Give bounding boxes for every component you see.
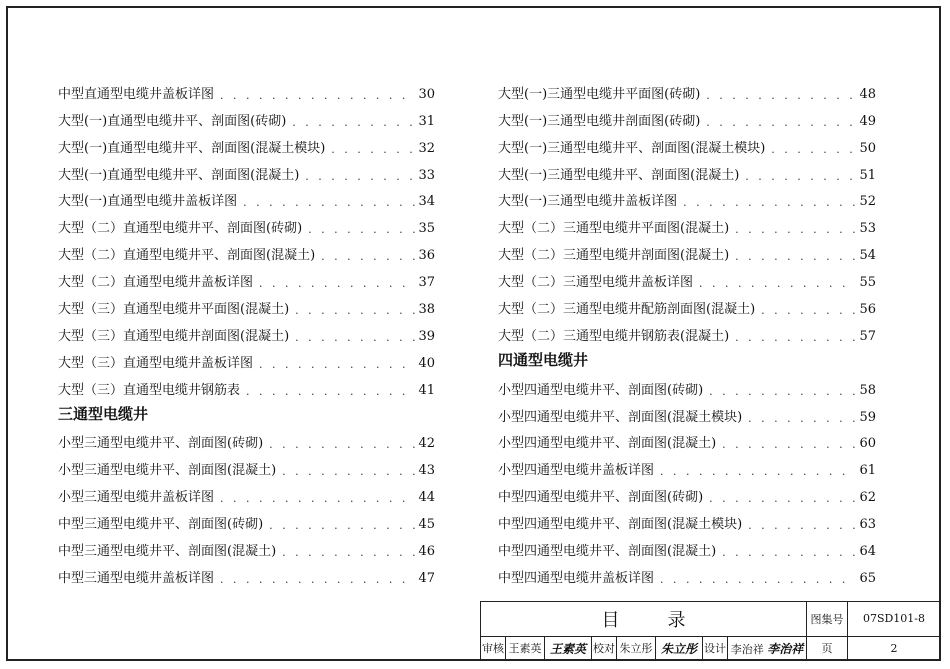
toc-entry [498, 235, 876, 262]
toc-entry [58, 208, 435, 235]
toc-entry-page: 44 [418, 490, 435, 506]
toc-entry-title: 中型三通型电缆井平、剖面图(砖砌) [58, 517, 264, 533]
toc-leader-dots [735, 251, 856, 262]
toc-entry-page: 61 [859, 463, 876, 479]
toc-entry-title: 大型(一)直通型电缆井平、剖面图(混凝土模块) [58, 140, 326, 156]
toc-entry [498, 289, 876, 316]
toc-leader-dots [220, 493, 415, 504]
toc-entry [58, 101, 435, 128]
toc-entry-title: 中型四通型电缆井盖板详图 [498, 570, 655, 586]
toc-leader-dots [748, 520, 856, 531]
toc-leader-dots [282, 466, 415, 477]
designer-name: 李治祥 [730, 642, 764, 656]
toc-entry-title: 中型三通型电缆井平、剖面图(混凝土) [58, 544, 277, 560]
toc-entry-title: 大型（二）直通型电缆井平、剖面图(混凝土) [58, 248, 316, 264]
toc-entry [58, 531, 435, 558]
toc-entry [58, 316, 435, 343]
toc-leader-dots [295, 332, 415, 343]
toc-entry [498, 424, 876, 451]
toc-entry-title: 大型(一)三通型电缆井平、剖面图(混凝土) [498, 167, 740, 183]
reviewer-name: 王素英 [506, 636, 545, 660]
toc-list-left-2 [58, 424, 435, 585]
toc-entry [498, 101, 876, 128]
toc-entry [58, 450, 435, 477]
toc-entry-page: 40 [418, 355, 435, 371]
toc-entry-page: 41 [418, 382, 435, 398]
toc-entry-title: 大型（三）直通型电缆井钢筋表 [58, 382, 241, 398]
toc-leader-dots [243, 197, 415, 208]
toc-leader-dots [246, 386, 415, 397]
toc-entry [498, 208, 876, 235]
toc-entry [498, 477, 876, 504]
toc-entry [58, 289, 435, 316]
toc-entry [58, 424, 435, 451]
toc-leader-dots [259, 278, 415, 289]
toc-entry-page: 62 [859, 490, 876, 506]
toc-leader-dots [706, 117, 856, 128]
toc-leader-dots [220, 90, 415, 101]
toc-list-right [498, 74, 876, 343]
toc-entry-title: 大型（三）直通型电缆井剖面图(混凝土) [58, 328, 290, 344]
toc-entry-title: 大型（二）三通型电缆井盖板详图 [498, 275, 694, 291]
toc-entry-title: 大型(一)直通型电缆井盖板详图 [58, 194, 238, 210]
checker-name: 朱立彤 [617, 636, 656, 660]
title-block [480, 601, 941, 661]
toc-entry-page: 48 [859, 86, 876, 102]
toc-entry [58, 558, 435, 585]
toc-leader-dots [295, 305, 415, 316]
toc-entry-page: 50 [859, 140, 876, 156]
toc-entry-page: 60 [859, 436, 876, 452]
toc-entry-title: 小型三通型电缆井平、剖面图(砖砌) [58, 436, 264, 452]
title-block-title: 目录 [481, 602, 807, 637]
toc-entry-title: 中型四通型电缆井平、剖面图(砖砌) [498, 490, 704, 506]
toc-entry [498, 531, 876, 558]
toc-entry-page: 30 [418, 86, 435, 102]
toc-leader-dots [331, 144, 415, 155]
designer-name-and-signature [728, 636, 807, 660]
toc-entry-page: 57 [859, 328, 876, 344]
toc-entry-page: 63 [859, 517, 876, 533]
page-label: 页 [807, 636, 848, 660]
toc-entry-title: 大型(一)直通型电缆井平、剖面图(砖砌) [58, 113, 287, 129]
toc-entry-page: 34 [418, 194, 435, 210]
toc-entry-page: 51 [859, 167, 876, 183]
toc-leader-dots [220, 574, 415, 585]
toc-entry-page: 35 [418, 221, 435, 237]
atlas-label: 图集号 [807, 602, 848, 637]
toc-leader-dots [748, 413, 856, 424]
toc-entry-page: 47 [418, 570, 435, 586]
toc-leader-dots [683, 197, 856, 208]
toc-entry-title: 大型(一)三通型电缆井平、剖面图(混凝土模块) [498, 140, 766, 156]
toc-entry-title: 大型(一)三通型电缆井平面图(砖砌) [498, 86, 701, 102]
toc-entry-title: 中型四通型电缆井平、剖面图(混凝土) [498, 544, 717, 560]
toc-entry-page: 39 [418, 328, 435, 344]
toc-leader-dots [321, 251, 415, 262]
toc-entry-page: 52 [859, 194, 876, 210]
toc-entry-page: 54 [859, 248, 876, 264]
toc-entry-title: 大型（二）三通型电缆井钢筋表(混凝土) [498, 328, 730, 344]
toc-entry-title: 大型（二）三通型电缆井配筋剖面图(混凝土) [498, 302, 756, 318]
toc-leader-dots [660, 466, 856, 477]
toc-leader-dots [706, 90, 856, 101]
toc-leader-dots [699, 278, 856, 289]
toc-entry-page: 45 [418, 517, 435, 533]
toc-entry [58, 235, 435, 262]
toc-entry-page: 32 [418, 140, 435, 156]
toc-entry-title: 大型（二）直通型电缆井盖板详图 [58, 275, 254, 291]
toc-entry [498, 182, 876, 209]
toc-entry-page: 37 [418, 275, 435, 291]
toc-entry-page: 65 [859, 570, 876, 586]
toc-entry [498, 316, 876, 343]
toc-leader-dots [308, 224, 415, 235]
toc-entry [498, 504, 876, 531]
toc-entry-title: 小型四通型电缆井平、剖面图(砖砌) [498, 382, 704, 398]
toc-entry [58, 74, 435, 101]
toc-list-right-2 [498, 370, 876, 585]
toc-entry-page: 46 [418, 544, 435, 560]
toc-entry [58, 128, 435, 155]
toc-entry-page: 31 [418, 113, 435, 129]
toc-leader-dots [269, 520, 415, 531]
toc-entry-page: 53 [859, 221, 876, 237]
toc-entry-title: 小型三通型电缆井盖板详图 [58, 490, 215, 506]
toc-entry-page: 64 [859, 544, 876, 560]
toc-entry-page: 56 [859, 302, 876, 318]
toc-entry [498, 370, 876, 397]
reviewer-signature: 王素英 [545, 636, 592, 660]
toc-entry [58, 155, 435, 182]
toc-entry [498, 558, 876, 585]
toc-entry-title: 大型(一)三通型电缆井剖面图(砖砌) [498, 113, 701, 129]
toc-leader-dots [735, 332, 856, 343]
toc-entry-title: 小型四通型电缆井平、剖面图(混凝土模块) [498, 409, 743, 425]
toc-entry-title: 大型(一)三通型电缆井盖板详图 [498, 194, 678, 210]
toc-entry-title: 中型三通型电缆井盖板详图 [58, 570, 215, 586]
toc-leader-dots [735, 224, 856, 235]
toc-entry-title: 大型（二）三通型电缆井剖面图(混凝土) [498, 248, 730, 264]
toc-left-column [58, 74, 435, 585]
toc-entry-title: 大型（三）直通型电缆井盖板详图 [58, 355, 254, 371]
toc-leader-dots [722, 547, 856, 558]
toc-entry [58, 182, 435, 209]
toc-entry-page: 49 [859, 113, 876, 129]
review-label: 审核 [481, 636, 506, 660]
toc-leader-dots [771, 144, 856, 155]
atlas-number: 07SD101-8 [848, 602, 941, 637]
toc-entry [498, 74, 876, 101]
toc-entry-title: 小型三通型电缆井平、剖面图(混凝土) [58, 463, 277, 479]
toc-entry [498, 397, 876, 424]
toc-leader-dots [259, 359, 415, 370]
toc-entry-title: 中型四通型电缆井平、剖面图(混凝土模块) [498, 517, 743, 533]
toc-leader-dots [745, 171, 856, 182]
page-number: 2 [848, 636, 941, 660]
check-label: 校对 [592, 636, 617, 660]
toc-leader-dots [660, 574, 856, 585]
toc-entry-title: 中型直通型电缆井盖板详图 [58, 86, 215, 102]
toc-entry [498, 262, 876, 289]
toc-entry-title: 大型（三）直通型电缆井平面图(混凝土) [58, 302, 290, 318]
toc-entry [498, 450, 876, 477]
toc-leader-dots [722, 439, 856, 450]
toc-entry [58, 504, 435, 531]
toc-entry-title: 大型（二）三通型电缆井平面图(混凝土) [498, 221, 730, 237]
toc-entry [498, 155, 876, 182]
toc-entry-page: 58 [859, 382, 876, 398]
toc-entry-page: 38 [418, 302, 435, 318]
toc-entry [58, 477, 435, 504]
toc-entry [58, 262, 435, 289]
toc-entry-page: 43 [418, 463, 435, 479]
toc-entry-page: 36 [418, 248, 435, 264]
checker-signature: 朱立彤 [656, 636, 703, 660]
design-label: 设计 [703, 636, 728, 660]
toc-leader-dots [269, 439, 415, 450]
toc-entry-page: 33 [418, 167, 435, 183]
toc-list-left [58, 74, 435, 397]
toc-leader-dots [282, 547, 415, 558]
toc-entry-page: 55 [859, 275, 876, 291]
toc-entry [58, 343, 435, 370]
section-heading-four-way: 四通型电缆井 [498, 350, 589, 369]
toc-entry [498, 128, 876, 155]
toc-entry-title: 小型四通型电缆井盖板详图 [498, 463, 655, 479]
toc-right-column [498, 74, 876, 585]
toc-entry-title: 大型(一)直通型电缆井平、剖面图(混凝土) [58, 167, 300, 183]
toc-leader-dots [709, 386, 856, 397]
toc-entry [58, 370, 435, 397]
designer-signature: 李治祥 [767, 641, 804, 656]
toc-leader-dots [761, 305, 856, 316]
toc-entry-page: 42 [418, 436, 435, 452]
toc-entry-title: 小型四通型电缆井平、剖面图(混凝土) [498, 436, 717, 452]
toc-entry-page: 59 [859, 409, 876, 425]
section-heading-three-way: 三通型电缆井 [58, 404, 149, 423]
toc-leader-dots [292, 117, 415, 128]
toc-entry-title: 大型（二）直通型电缆井平、剖面图(砖砌) [58, 221, 303, 237]
toc-leader-dots [305, 171, 415, 182]
toc-leader-dots [709, 493, 856, 504]
